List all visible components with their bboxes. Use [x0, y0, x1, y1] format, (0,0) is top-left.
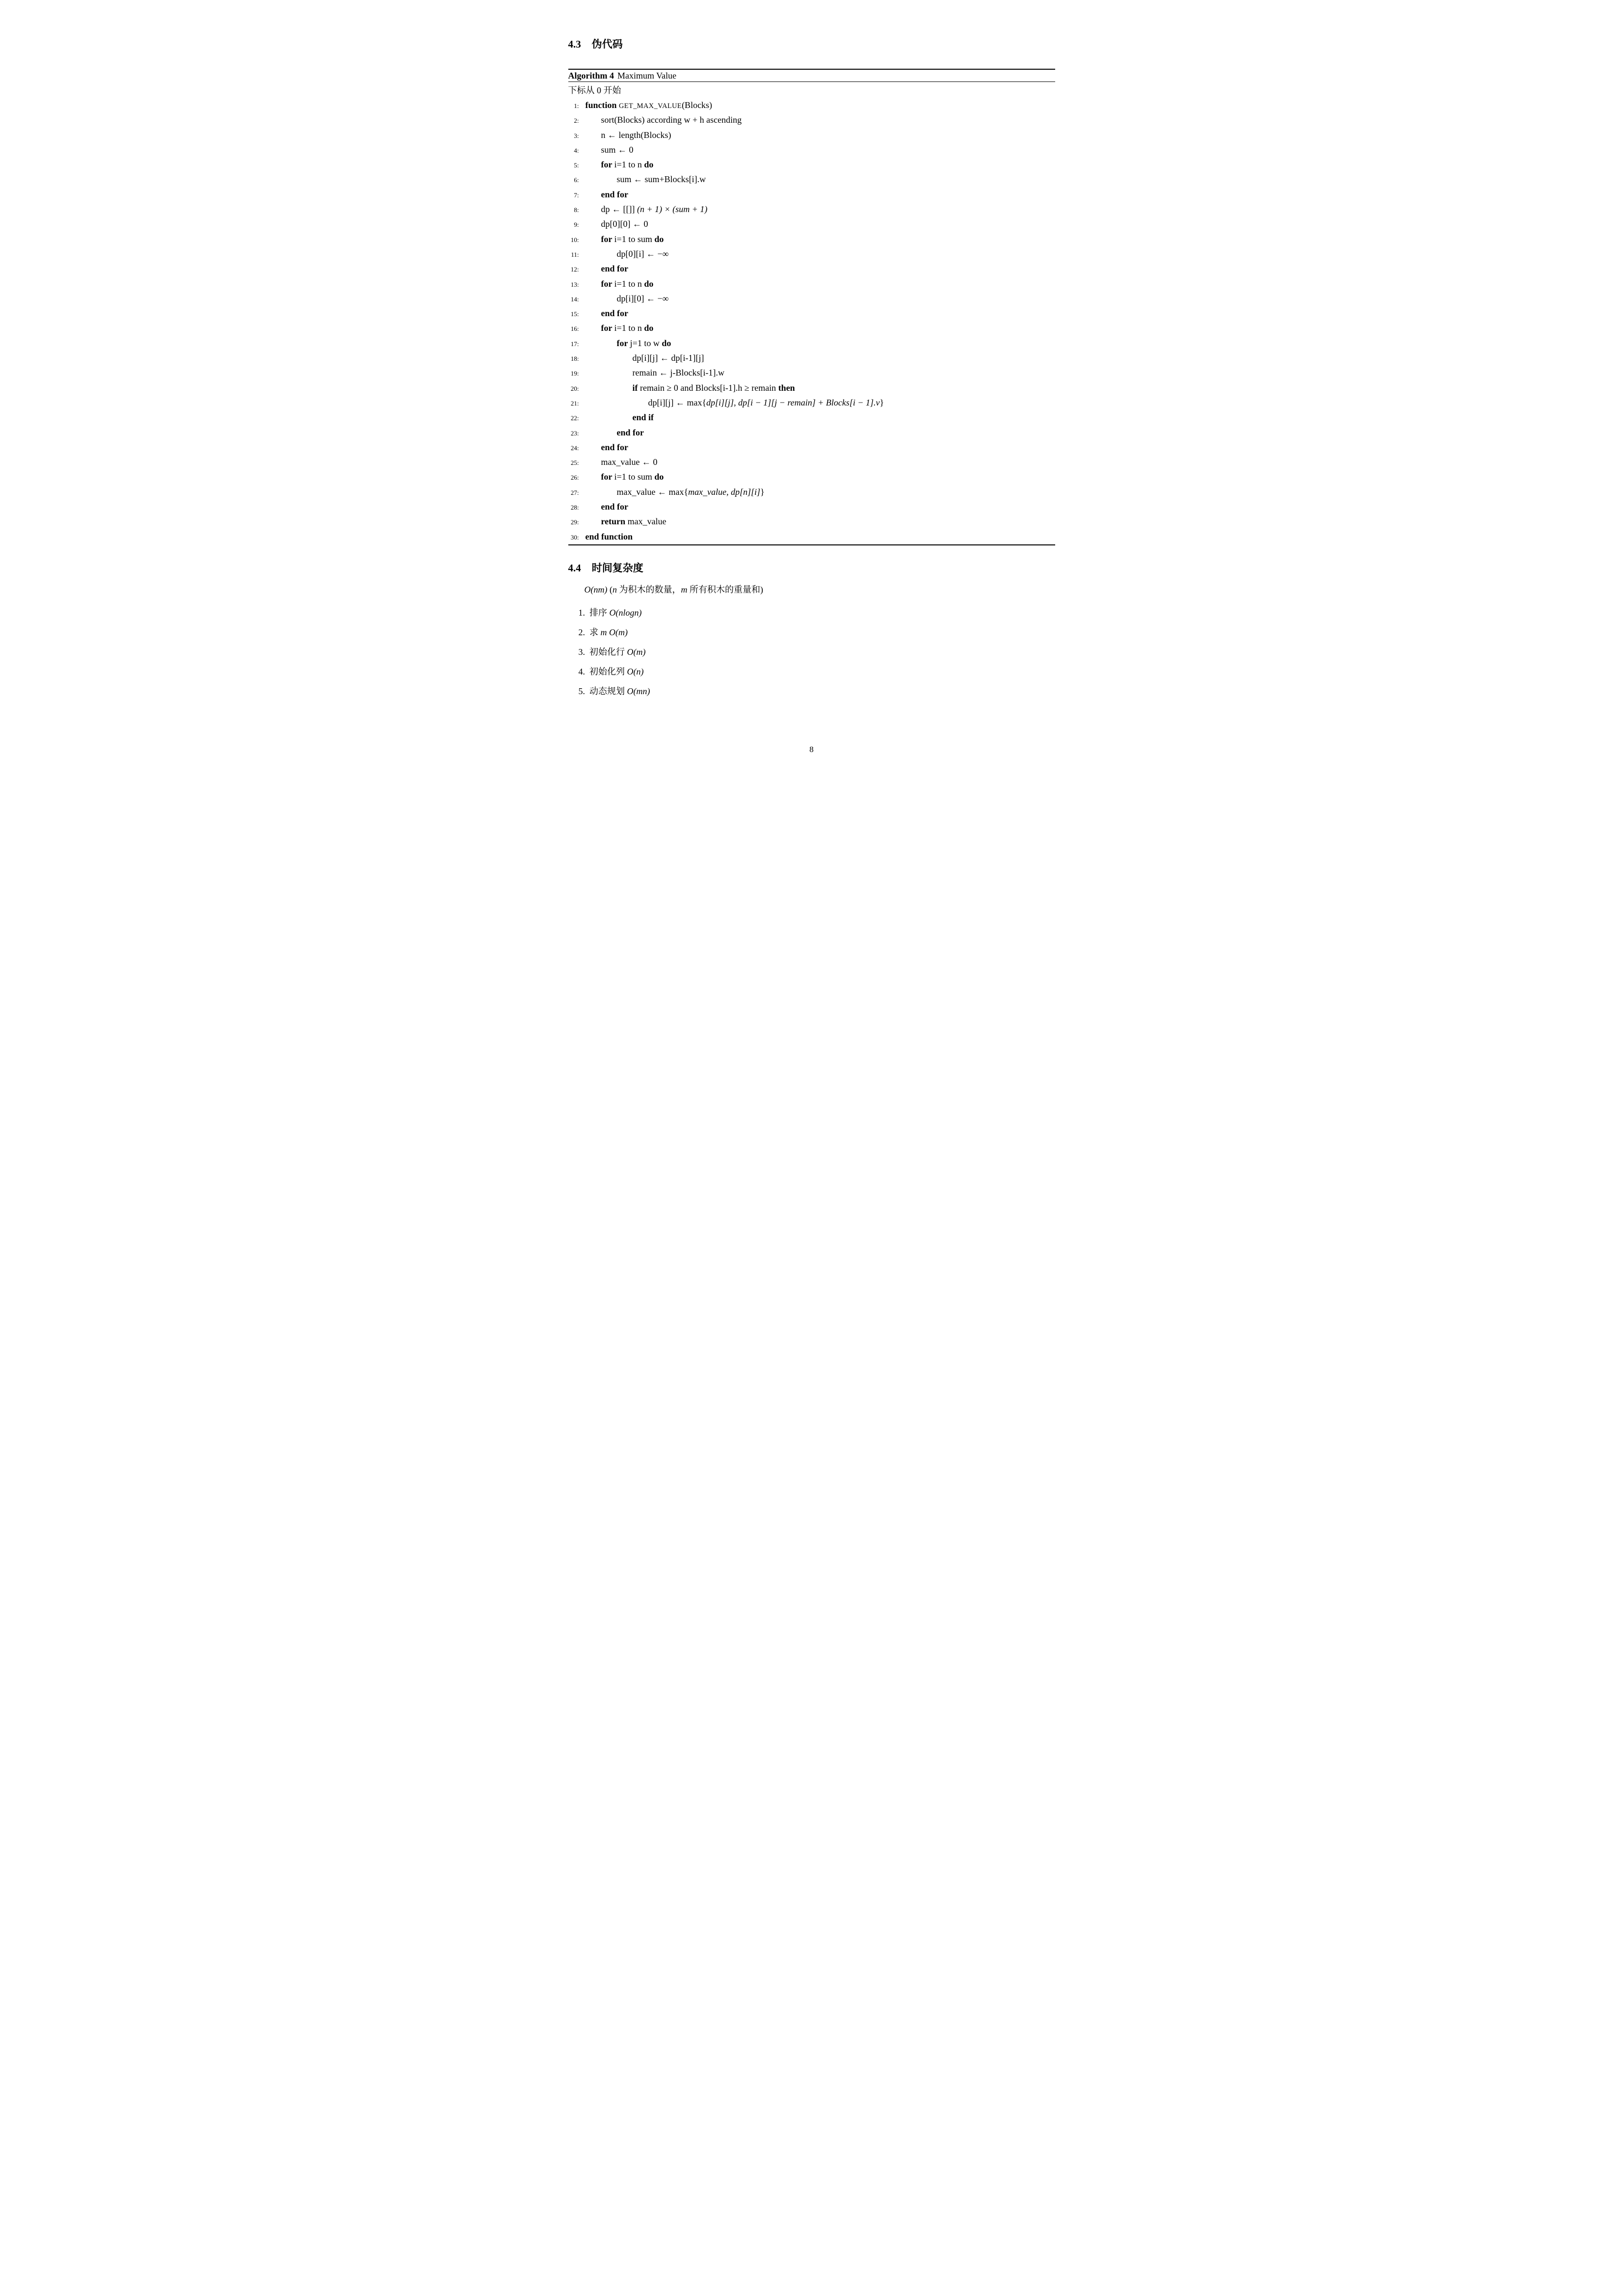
line-text — [585, 487, 765, 497]
text-segment: i=1 to n — [614, 160, 644, 170]
text-segment: i=1 to sum — [614, 234, 655, 244]
line-number: 8: — [574, 206, 579, 214]
text-segment: 动态规划 — [589, 686, 627, 696]
text-segment: for — [601, 160, 614, 170]
text-segment: for — [601, 234, 614, 244]
algorithm-line — [568, 232, 1055, 246]
text-segment: return — [601, 516, 628, 527]
line-number: 22: — [570, 414, 579, 422]
text-segment: ( — [607, 584, 612, 594]
line-number: 12: — [570, 266, 579, 273]
algorithm-line — [568, 529, 1055, 544]
section-4-3-heading — [568, 0, 1055, 50]
text-segment: end if — [632, 412, 654, 423]
line-text — [585, 249, 669, 259]
line-text — [585, 115, 742, 125]
line-number: 21: — [570, 399, 579, 407]
line-text — [585, 204, 708, 214]
algorithm-line — [568, 128, 1055, 142]
text-segment: 排序 — [589, 607, 610, 618]
text-segment: sort(Blocks) according w + h ascending — [601, 115, 742, 125]
text-segment: for — [601, 323, 614, 333]
algorithm-line — [568, 142, 1055, 157]
line-text — [585, 353, 704, 363]
algorithm-line — [568, 98, 1055, 112]
algorithm-line — [568, 365, 1055, 380]
algorithm-line — [568, 202, 1055, 216]
line-text — [585, 323, 654, 333]
line-text — [585, 189, 629, 199]
item-text — [589, 627, 628, 637]
algorithm-line — [568, 485, 1055, 499]
text-segment: O(mn) — [627, 686, 650, 696]
line-number: 24: — [570, 444, 579, 452]
text-segment: } — [760, 486, 765, 497]
item-text — [589, 686, 650, 696]
text-segment: sum ← 0 — [601, 144, 634, 155]
line-number: 28: — [570, 504, 579, 512]
line-number: 27: — [570, 488, 579, 496]
text-segment: dp[i][j] ← dp[i-1][j] — [632, 353, 704, 363]
line-number: 5: — [574, 162, 579, 169]
text-segment: 初始化列 — [589, 666, 627, 676]
text-segment: do — [644, 323, 654, 333]
algorithm-line — [568, 410, 1055, 425]
text-segment: if — [632, 382, 640, 393]
line-number: 3: — [574, 132, 579, 139]
algorithm-line — [568, 261, 1055, 276]
section-4-3-number: 4.3 — [568, 38, 581, 50]
algorithm-body — [568, 98, 1055, 544]
line-number: 30: — [570, 533, 579, 541]
item-text — [589, 647, 646, 657]
text-segment: do — [644, 160, 654, 170]
complexity-item — [579, 646, 1055, 658]
line-number: 7: — [574, 191, 579, 199]
line-text — [585, 516, 666, 526]
line-number: 15: — [570, 310, 579, 318]
text-segment: end for — [601, 502, 628, 512]
algorithm-line — [568, 306, 1055, 321]
line-text — [585, 532, 633, 541]
line-text — [585, 264, 629, 273]
text-segment: dp[0][i] ← −∞ — [616, 248, 669, 259]
algorithm-line — [568, 440, 1055, 455]
line-number: 14: — [570, 295, 579, 303]
algorithm-line — [568, 380, 1055, 395]
text-segment: } — [879, 397, 884, 407]
text-segment: (n + 1) × (sum + 1) — [637, 204, 708, 215]
algorithm-line — [568, 336, 1055, 351]
text-segment: 初始化行 — [589, 647, 627, 657]
text-segment: do — [654, 234, 664, 244]
line-text — [585, 338, 671, 348]
line-number: 29: — [570, 518, 579, 526]
text-segment: do — [654, 472, 664, 482]
line-text — [585, 100, 713, 110]
section-4-4-number: 4.4 — [568, 562, 581, 574]
item-number: 4. — [578, 666, 585, 676]
algorithm-line — [568, 112, 1055, 127]
line-number: 13: — [570, 280, 579, 288]
text-segment: for — [616, 338, 630, 348]
line-number: 16: — [570, 325, 579, 333]
line-number: 1: — [574, 102, 579, 109]
text-segment: sum ← sum+Blocks[i].w — [616, 174, 706, 185]
line-text — [585, 174, 706, 184]
line-text — [585, 279, 654, 289]
algorithm-block — [568, 69, 1055, 545]
text-segment: function — [585, 100, 619, 110]
text-segment: do — [644, 278, 654, 289]
text-segment: dp[0][0] ← 0 — [601, 219, 648, 229]
line-text — [585, 472, 664, 482]
algorithm-line — [568, 425, 1055, 440]
algorithm-line — [568, 216, 1055, 231]
complexity-intro — [568, 584, 1055, 595]
page-content — [541, 0, 1082, 697]
line-number: 18: — [570, 355, 579, 363]
text-segment: 求 — [589, 627, 601, 637]
text-segment: O(m) — [627, 647, 646, 657]
text-segment: end function — [585, 531, 633, 541]
text-segment: end for — [601, 264, 628, 274]
line-text — [585, 442, 629, 452]
algorithm-line — [568, 499, 1055, 514]
text-segment: 所有积木的重量和) — [687, 584, 763, 594]
line-number: 9: — [574, 221, 579, 229]
line-text — [585, 130, 671, 140]
item-number: 1. — [578, 607, 585, 618]
algorithm-line — [568, 455, 1055, 469]
line-text — [585, 383, 795, 393]
algorithm-line — [568, 291, 1055, 306]
section-4-3-title: 伪代码 — [591, 38, 623, 50]
item-text — [589, 667, 644, 676]
line-text — [585, 294, 669, 303]
algorithm-line — [568, 469, 1055, 484]
text-segment: i=1 to n — [614, 323, 644, 333]
complexity-item — [579, 607, 1055, 619]
line-text — [585, 428, 644, 437]
text-segment: then — [778, 382, 795, 393]
text-segment: i=1 to n — [614, 278, 644, 289]
text-segment: 为积木的数量， — [617, 584, 681, 594]
document-page — [541, 0, 1082, 765]
line-text — [585, 368, 724, 378]
algorithm-line — [568, 351, 1055, 365]
complexity-item — [579, 685, 1055, 697]
line-number: 25: — [570, 459, 579, 467]
algorithm-line — [568, 395, 1055, 410]
algorithm-note: 下标从 0 开始 — [568, 85, 621, 95]
text-segment: end for — [616, 427, 644, 437]
algorithm-line — [568, 514, 1055, 529]
text-segment: O(nm) — [584, 584, 608, 594]
text-segment: for — [601, 278, 614, 289]
line-text — [585, 234, 664, 244]
text-segment: dp ← [[]] — [601, 204, 637, 215]
line-number: 11: — [571, 250, 579, 258]
line-number: 17: — [570, 340, 579, 348]
line-number: 26: — [570, 474, 579, 482]
line-number: 20: — [570, 384, 579, 392]
text-segment: O(nlogn) — [609, 607, 642, 618]
item-text — [589, 608, 642, 618]
page-number: 8 — [809, 745, 814, 754]
algorithm-title: Maximum Value — [617, 70, 677, 81]
text-segment: end for — [601, 189, 628, 199]
line-text — [585, 457, 658, 467]
algorithm-label: Algorithm 4 — [568, 70, 614, 81]
algorithm-line — [568, 187, 1055, 202]
complexity-list — [568, 607, 1055, 697]
complexity-item — [579, 666, 1055, 677]
text-segment: remain ← j-Blocks[i-1].w — [632, 368, 724, 378]
text-segment: end for — [601, 308, 628, 319]
text-segment: m — [681, 584, 688, 594]
algorithm-line — [568, 276, 1055, 291]
section-4-4-title: 时间复杂度 — [591, 562, 643, 574]
algorithm-caption — [568, 70, 1055, 82]
text-segment: dp[i][j] ← max{ — [648, 397, 707, 407]
text-segment: for — [601, 472, 614, 482]
text-segment: do — [662, 338, 671, 348]
text-segment: i=1 to sum — [614, 472, 655, 482]
line-text — [585, 308, 629, 318]
text-segment: n — [612, 584, 617, 594]
item-number: 3. — [578, 647, 585, 657]
line-number: 10: — [570, 236, 579, 243]
text-segment: n ← length(Blocks) — [601, 130, 671, 140]
text-segment: max_value — [627, 516, 666, 527]
line-text — [585, 219, 648, 229]
text-segment: dp[i][0] ← −∞ — [616, 293, 669, 303]
algorithm-line — [568, 172, 1055, 187]
text-segment: remain ≥ 0 and Blocks[i-1].h ≥ remain — [640, 382, 778, 393]
algorithm-line — [568, 246, 1055, 261]
line-number: 2: — [574, 117, 579, 125]
item-number: 2. — [578, 627, 585, 637]
text-segment: j=1 to w — [630, 338, 662, 348]
line-text — [585, 412, 654, 422]
text-segment: max_value ← max{ — [616, 486, 689, 497]
text-segment: m O(m) — [600, 627, 628, 637]
line-number: 19: — [570, 370, 579, 378]
text-segment: GET_MAX_VALUE — [619, 102, 682, 110]
text-segment: O(n) — [627, 666, 644, 676]
text-segment: max_value ← 0 — [601, 457, 658, 467]
section-4-4-heading — [568, 562, 1055, 574]
algorithm-line — [568, 157, 1055, 172]
algorithm-line — [568, 321, 1055, 335]
line-number: 4: — [574, 146, 579, 154]
complexity-item — [579, 626, 1055, 638]
line-text — [585, 145, 634, 155]
text-segment: max_value, dp[n][i] — [688, 486, 761, 497]
line-text — [585, 502, 629, 512]
text-segment: (Blocks) — [682, 100, 713, 110]
item-number: 5. — [578, 686, 585, 696]
text-segment: end for — [601, 442, 628, 452]
line-number: 23: — [570, 429, 579, 437]
line-text — [585, 398, 884, 407]
text-segment: dp[i][j], dp[i − 1][j − remain] + Blocks[i − 1].v — [706, 397, 880, 407]
line-text — [585, 160, 654, 169]
line-number: 6: — [574, 176, 579, 184]
